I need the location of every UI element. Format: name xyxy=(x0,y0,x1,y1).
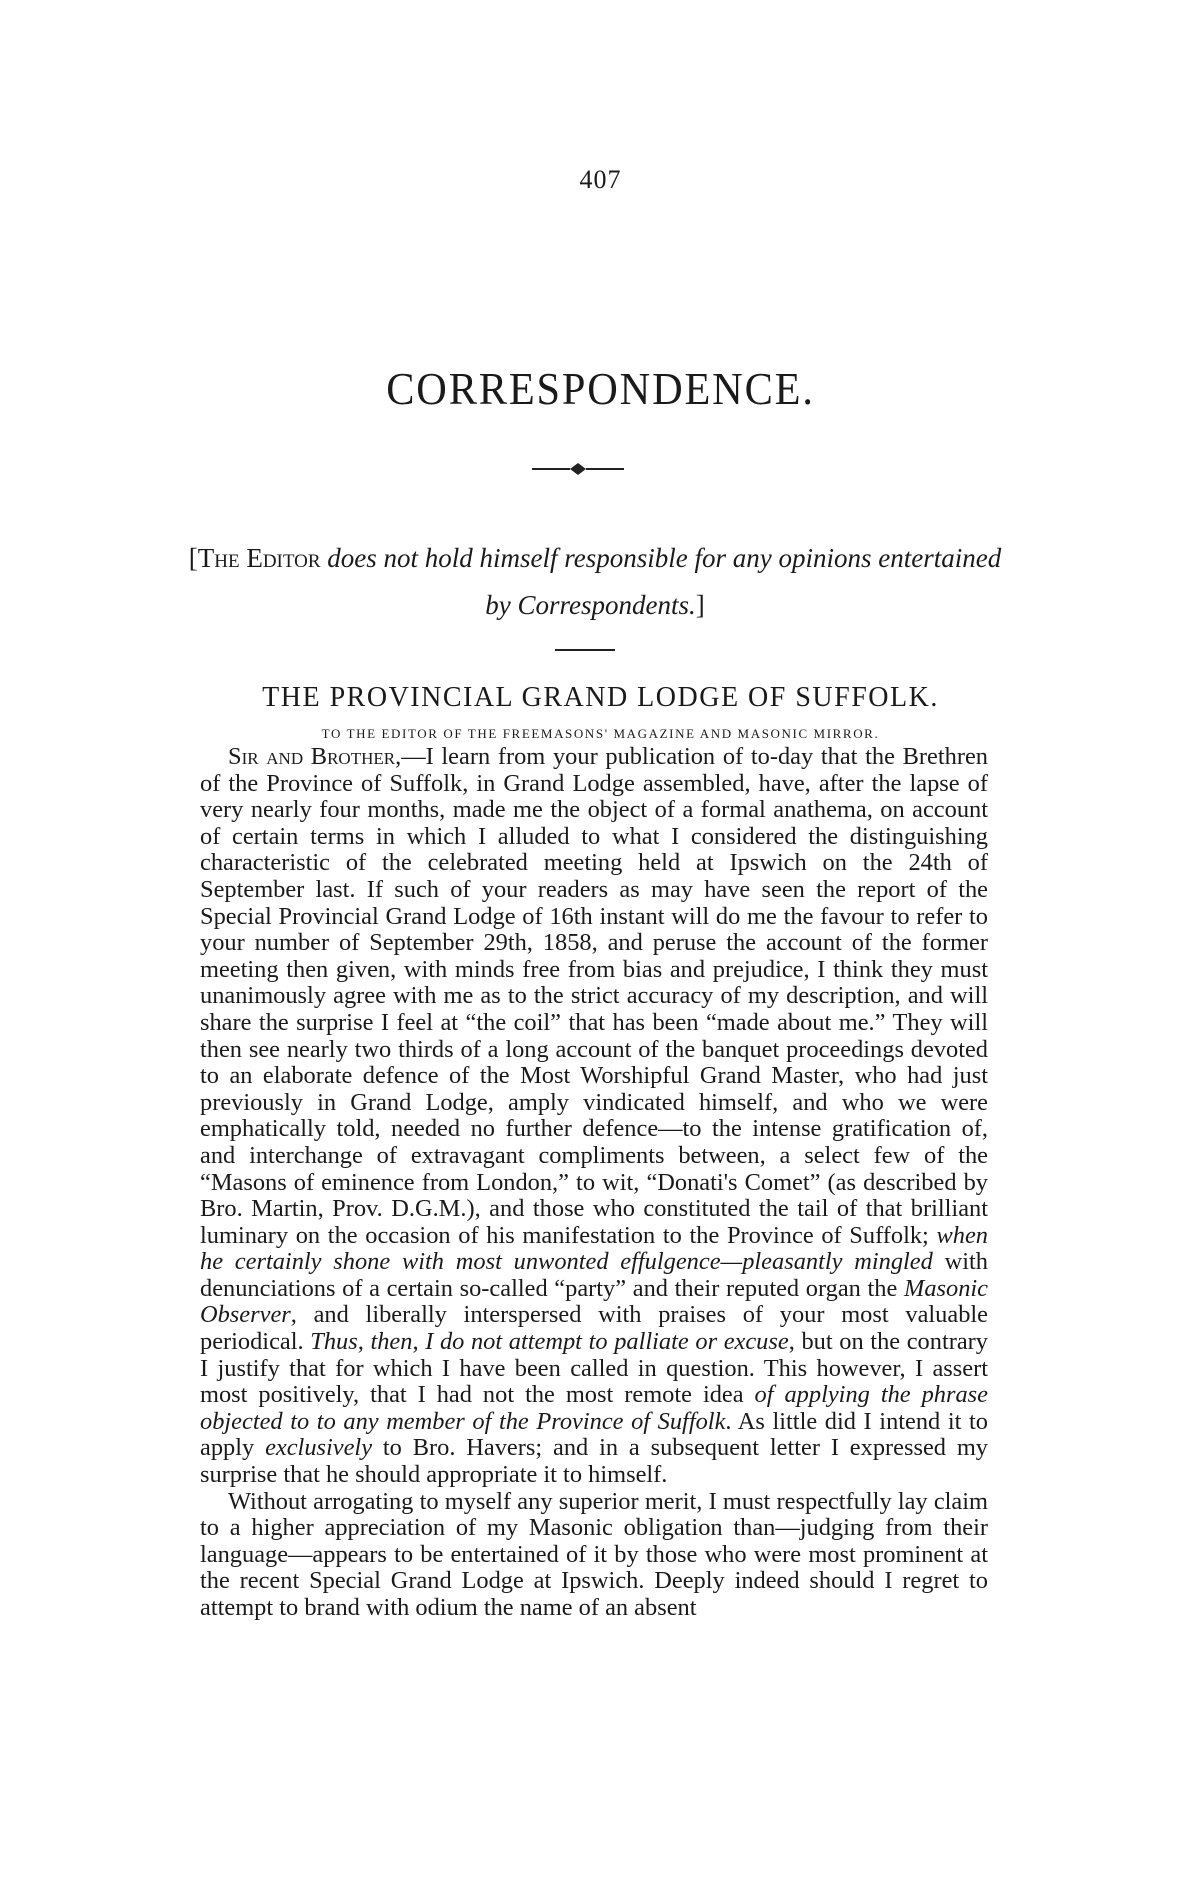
article-title: THE PROVINCIAL GRAND LODGE OF SUFFOLK. xyxy=(262,682,939,713)
text-run: . As little did I intend it to apply xyxy=(200,1407,988,1462)
disclaimer-text: does not hold himself responsible for any opinions entertained by Correspondents. xyxy=(320,543,1002,620)
letter-addressee: TO THE EDITOR OF THE FREEMASONS' MAGAZINE AND MASONIC MIRROR. xyxy=(321,726,880,741)
disclaimer-editor: The Editor xyxy=(197,543,321,573)
text-run: with denunciations of a certain so-called “party” and their reputed organ the xyxy=(200,1248,988,1302)
letter-body xyxy=(200,744,988,1622)
bracket-close: ] xyxy=(695,590,705,620)
salutation: Sir and Brother, xyxy=(228,743,402,770)
bracket-open: [ xyxy=(188,543,198,573)
page-number: 407 xyxy=(579,165,622,194)
italic-run: Thus, then, I do not attempt to palliate or excuse xyxy=(310,1328,789,1356)
section-title: CORRESPONDENCE. xyxy=(386,363,815,414)
paragraph-2: Without arrogating to myself any superior merit, I must respectfully lay claim to a higher appreciation of my Masonic obligation than—judging from their language—appears to be entertained of it by those who were most prominent at the recent Special Grand Lodge at Ipswich. Deeply indeed should I regret to attempt to brand with odium the name of an absent xyxy=(200,1487,988,1621)
italic-run: of applying the phrase objected to to any member of the Province of Suffolk xyxy=(200,1381,988,1435)
divider-rule xyxy=(555,649,615,651)
editor-disclaimer xyxy=(180,535,1010,629)
text-run: , but on the contrary I justify that for which I have been called in question. This however, I assert most positively, that I had not the most remote idea xyxy=(200,1328,988,1409)
text-run: , and liberally interspersed with praises of your most valuable periodical. xyxy=(200,1301,988,1356)
italic-run: when he certainly shone with most unwonted effulgence—pleasantly mingled xyxy=(200,1221,988,1276)
text-run: to Bro. Havers; and in a subsequent letter I expressed my surprise that he should appropriate it to himself. xyxy=(200,1434,988,1489)
italic-run: exclusively xyxy=(265,1434,373,1462)
text-run: —I learn from your publication of to-day that the Brethren of the Province of Suffolk, in Grand Lodge assembled, have, after the lapse of very nearly four months, made me the object of a formal anathema, on account of certain terms in which I alluded to what I considered the distinguishing characteristic of the celebrated meeting held at Ipswich on the 24th of September last. If such of your readers as may have seen the report of the Special Provincial Grand Lodge of 16th instant will do me the favour to refer to your number of September 29th, 1858, and peruse the account of the former meeting then given, with minds free from bias and prejudice, I think they must unanimously agree with me as to the strict accuracy of my description, and will share the surprise I feel at “the coil” that has been “made about me.” They will then see nearly two thirds of a long account of the banquet proceedings devoted to an elaborate defence of the Most Worshipful Grand Master, who had just previously in Grand Lodge, amply vindicated himself, and who we were emphatically told, needed no further defence—to the intense gratification of, and interchange of extravagant compliments between, a select few of the “Masons of eminence from London,” to wit, “Donati's Comet” (as described by Bro. Martin, Prov. D.G.M.), and those who constituted the tail of that brilliant luminary on the occasion of his manifestation to the Province of Suffolk; xyxy=(200,743,988,1249)
ornament-divider-icon xyxy=(530,462,626,476)
publication-name: Masonic Observer xyxy=(200,1274,988,1329)
paragraph-1 xyxy=(200,744,988,1489)
